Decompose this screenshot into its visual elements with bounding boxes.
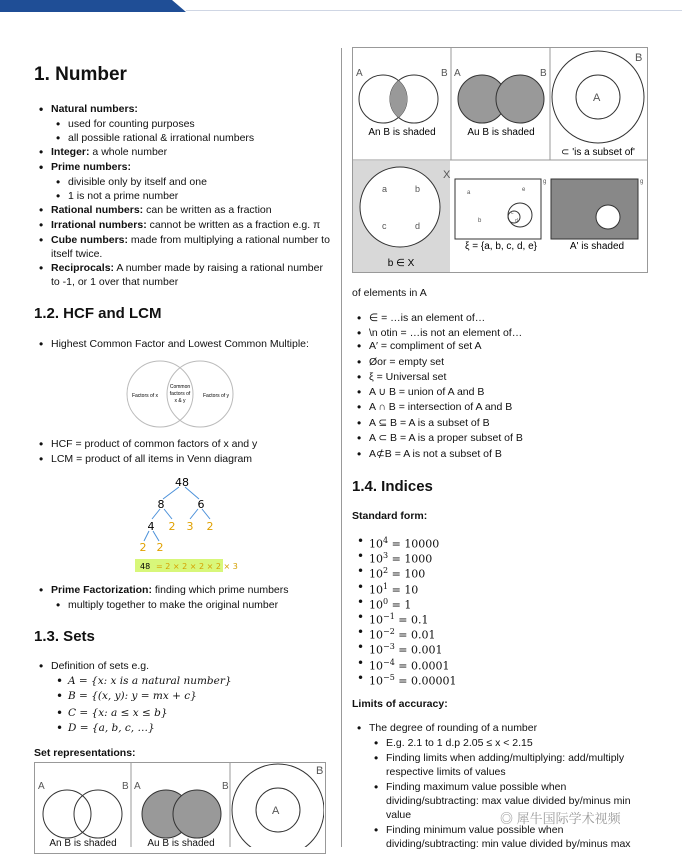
power-of-ten: • $10^{-2} = 0.01$	[369, 625, 436, 643]
list-item: • Rational numbers: can be written as a fraction	[51, 203, 272, 217]
section-title-indices: 1.4. Indices	[352, 478, 433, 495]
set-example: • B = {(x, y): y = mx + c}	[68, 689, 197, 703]
header-accent-cut	[172, 0, 186, 12]
power-of-ten: • $10^1 = 10$	[369, 580, 418, 598]
tree-node: 2	[156, 541, 164, 554]
panel-label: c	[511, 210, 514, 216]
notation-item: • ∈ = …is an element of…	[369, 311, 485, 325]
tree-node: 2	[206, 520, 214, 533]
hcf-intro: • Highest Common Factor and Lowest Common Multiple:	[51, 337, 309, 351]
svg-text:B: B	[222, 781, 229, 792]
panel-caption: b ∈ X	[387, 258, 415, 269]
limits-label: Limits of accuracy:	[352, 698, 448, 710]
list-item: • Natural numbers:	[51, 102, 138, 116]
panel-label: A	[356, 68, 363, 79]
panel-caption: ⊂ 'is a subset of'	[561, 147, 635, 158]
panel-caption: An B is shaded	[368, 127, 436, 138]
factor-tree	[130, 474, 240, 574]
standard-form-label: Standard form:	[352, 510, 428, 522]
watermark: ◎ 犀牛国际学术视频	[500, 811, 621, 826]
column-divider	[341, 48, 342, 847]
list-item: • Integer: a whole number	[51, 145, 167, 159]
limits-subitem: • Finding minimum value possible when dividing/subtracting: min value divided by/minus max	[386, 823, 656, 851]
notation-item: • Øor = empty set	[369, 355, 444, 369]
tree-result-rhs: = 2 × 2 × 2 × 2 × 3	[156, 562, 238, 571]
power-of-ten: • $10^{-5} = 0.00001$	[369, 671, 457, 689]
tree-node: 6	[197, 498, 205, 511]
power-of-ten: • $10^{-1} = 0.1$	[369, 610, 429, 628]
venn-label-middle: Common	[169, 384, 191, 390]
list-subitem: • 1 is not a prime number	[68, 189, 178, 203]
panel-caption: A' is shaded	[569, 241, 625, 252]
limits-subitem: • E.g. 2.1 to 1 d.p 2.05 ≤ x < 2.15	[386, 736, 533, 750]
panel-label: d	[515, 218, 518, 224]
tree-node: 4	[147, 520, 155, 533]
panel-label: a	[467, 190, 471, 196]
notation-lead: of elements in A	[352, 287, 427, 299]
limits-subitem: • Finding limits when adding/multiplying: add/multiply respective limits of values	[386, 751, 656, 779]
tree-node: 3	[186, 520, 194, 533]
limits-subitem: • Finding maximum value possible when dividing/subtracting: max value divided by/minus min value	[386, 780, 656, 822]
panel-label: a	[382, 184, 388, 194]
notation-item: • \n otin = …is not an element of…	[369, 326, 522, 340]
notation-item: • A′ = compliment of set A	[369, 339, 482, 353]
bottom-venn-caption: An B is shaded	[49, 838, 117, 847]
tree-result-lhs: 48	[140, 562, 151, 571]
list-item: • Irrational numbers: cannot be written as a fraction e.g. π	[51, 218, 320, 232]
panel-caption: Au B is shaded	[467, 127, 535, 138]
panel-label: A	[454, 68, 461, 79]
venn-label-right: Factors of y	[202, 393, 230, 399]
notation-item: • A ⊂ B = A is a proper subset of B	[369, 431, 523, 445]
list-subitem: • used for counting purposes	[68, 117, 195, 131]
power-of-ten: • $10^0 = 1$	[369, 595, 411, 613]
list-item: • Cube numbers: made from multiplying a rational number to itself twice.	[51, 233, 331, 261]
notation-item: • A ∩ B = intersection of A and B	[369, 400, 512, 414]
venn-label-middle: factors of	[169, 391, 191, 397]
panel-label: e	[522, 187, 526, 193]
hcf-venn-diagram	[120, 358, 240, 430]
panel-label: A	[593, 92, 601, 104]
list-subitem: • all possible rational & irrational numbers	[68, 131, 254, 145]
prime-factorization-sub: • multiply together to make the original number	[68, 598, 278, 612]
set-representations-label: Set representations:	[34, 747, 136, 759]
list-item: • Prime numbers:	[51, 160, 131, 174]
panel-label: d	[415, 221, 421, 231]
hcf-definition: • HCF = product of common factors of x and y	[51, 437, 257, 451]
tree-node: 2	[139, 541, 147, 554]
panel-label: g	[640, 179, 644, 185]
wechat-icon: ◎	[500, 811, 514, 826]
lcm-definition: • LCM = product of all items in Venn diagram	[51, 452, 252, 466]
set-example: • A = {x: x is a natural number}	[68, 674, 232, 688]
panel-caption: ξ = {a, b, c, d, e}	[464, 241, 538, 252]
limits-item: • The degree of rounding of a number	[369, 721, 537, 735]
power-of-ten: • $10^2 = 100$	[369, 564, 425, 582]
svg-text:B: B	[316, 765, 324, 777]
venn-label-left: Factors of x	[131, 393, 159, 399]
set-example: • C = {x: a ≤ x ≤ b}	[68, 706, 168, 720]
sets-definition: • Definition of sets e.g.	[51, 659, 149, 673]
notation-item: • A ∪ B = union of A and B	[369, 385, 484, 399]
power-of-ten: • $10^{-4} = 0.0001$	[369, 656, 450, 674]
panel-label: b	[415, 184, 421, 194]
svg-text:A: A	[38, 781, 45, 792]
svg-text:B: B	[122, 781, 129, 792]
tree-node: 2	[168, 520, 176, 533]
notation-item: • A ⊆ B = A is a subset of B	[369, 416, 490, 430]
tree-node: 8	[157, 498, 165, 511]
venn-label-middle: x & y	[174, 398, 186, 404]
header-accent-bar	[0, 0, 186, 12]
bottom-venn-caption: Au B is shaded	[147, 838, 215, 847]
venn-panels-grid	[352, 47, 648, 273]
notation-item: • A⊄B = A is not a subset of B	[369, 447, 502, 461]
notation-item: • ξ = Universal set	[369, 370, 446, 384]
power-of-ten: • $10^{-3} = 0.001$	[369, 640, 443, 658]
svg-text:A: A	[272, 805, 280, 817]
panel-label: B	[540, 68, 547, 79]
power-of-ten: • $10^4 = 10000$	[369, 534, 439, 552]
section-title-number: 1. Number	[34, 64, 127, 85]
prime-factorization: • Prime Factorization: finding which prime numbers	[51, 583, 289, 597]
svg-text:A: A	[134, 781, 141, 792]
header-rule	[186, 10, 682, 11]
panel-label: B	[635, 52, 643, 64]
list-subitem: • divisible only by itself and one	[68, 175, 207, 189]
panel-label: c	[382, 221, 387, 231]
set-representations-diagrams	[34, 762, 324, 847]
panel-label: B	[441, 68, 448, 79]
power-of-ten: • $10^3 = 1000$	[369, 549, 432, 567]
tree-node: 48	[175, 476, 189, 489]
panel-label: X	[443, 169, 451, 181]
panel-label: g	[543, 179, 547, 185]
section-title-sets: 1.3. Sets	[34, 628, 95, 645]
list-item: • Reciprocals: A number made by raising a rational number to -1, or 1 over that number	[51, 261, 333, 289]
set-example: • D = {a, b, c, …}	[68, 721, 155, 735]
panel-label: b	[478, 218, 482, 224]
section-title-hcf: 1.2. HCF and LCM	[34, 305, 162, 322]
